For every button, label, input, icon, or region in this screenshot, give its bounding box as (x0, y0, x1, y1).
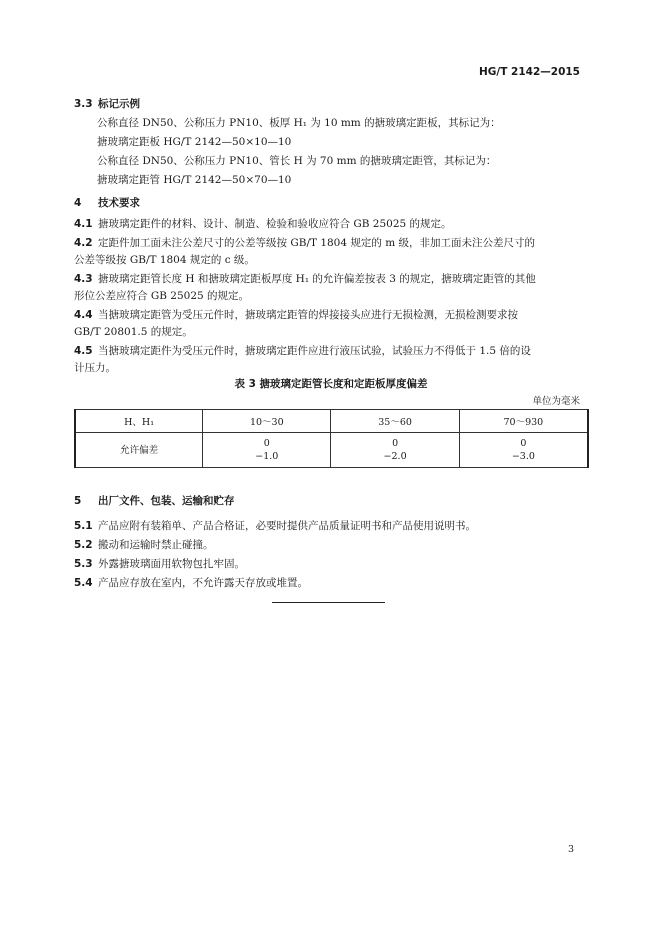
clause-text: 产品应存放在室内，不允许露天存放或堆置。 (98, 577, 308, 589)
table-cell (331, 433, 459, 468)
clause-text: 当搪玻璃定距件为受压元件时，搪玻璃定距件应进行液压试验，试验压力不得低于 1.5 倍的设 (98, 345, 531, 357)
clause-text: 当搪玻璃定距管为受压元件时，搪玻璃定距管的焊接接头应进行无损检测，无损检测要求按 (98, 309, 518, 321)
paragraph: 公称直径 DN50、公称压力 PN10、板厚 H₁ 为 10 mm 的搪玻璃定距板，其标记为： (97, 117, 501, 129)
clause-text-continued: GB/T 20801.5 的规定。 (74, 326, 193, 338)
clause-number: 5.3 (74, 558, 93, 570)
lower-deviation: −1.0 (255, 451, 279, 462)
section-title: 出厂文件、包装、运输和贮存 (98, 495, 235, 507)
clause-text: 产品应附有装箱单、产品合格证，必要时提供产品质量证明书和产品使用说明书。 (98, 520, 476, 532)
clause-4-2 (74, 235, 535, 250)
table-cell (203, 433, 331, 468)
clause-5-3 (74, 556, 245, 571)
section-3-3-heading (74, 96, 140, 111)
section-number: 4 (74, 197, 82, 209)
clause-number: 5.1 (74, 520, 93, 532)
upper-deviation: 0 (520, 438, 527, 449)
table-row (75, 433, 588, 468)
clause-4-1 (74, 216, 452, 231)
standard-code-header: HG/T 2142—2015 (478, 66, 580, 78)
marking-example: 搪玻璃定距板 HG/T 2142—50×10—10 (97, 136, 292, 148)
clause-text: 定距件加工面未注公差尺寸的公差等级按 GB/T 1804 规定的 m 级，非加工面未注公差尺寸的 (98, 237, 536, 249)
clause-4-3 (74, 271, 536, 286)
table-header-cell: H、H₁ (75, 410, 203, 433)
table-caption: 表 3 搪玻璃定距管长度和定距板厚度偏差 (234, 378, 428, 390)
section-5-heading (74, 493, 235, 508)
clause-4-5 (74, 343, 531, 358)
upper-deviation: 0 (263, 438, 270, 449)
clause-number: 4.1 (74, 218, 93, 230)
section-number: 5 (74, 495, 82, 507)
lower-deviation: −3.0 (511, 451, 535, 462)
section-number: 3.3 (74, 98, 93, 110)
clause-number: 4.2 (74, 237, 93, 249)
marking-example: 搪玻璃定距管 HG/T 2142—50×70—10 (97, 174, 292, 186)
clause-number: 4.3 (74, 273, 93, 285)
tolerance-table (74, 409, 589, 468)
lower-deviation: −2.0 (383, 451, 407, 462)
clause-text: 搬动和运输时禁止碰撞。 (98, 539, 214, 551)
clause-text-continued: 公差等级按 GB/T 1804 规定的 c 级。 (74, 254, 255, 266)
section-title: 标记示例 (98, 98, 140, 110)
clause-text: 外露搪玻璃面用软物包扎牢固。 (98, 558, 245, 570)
end-rule (272, 602, 385, 603)
table-header-cell: 35～60 (331, 410, 459, 433)
page-number: 3 (567, 844, 574, 855)
paragraph: 公称直径 DN50、公称压力 PN10、管长 H 为 70 mm 的搪玻璃定距管，其标记为： (97, 155, 497, 167)
clause-number: 4.4 (74, 309, 93, 321)
clause-text-continued: 计压力。 (74, 362, 116, 374)
clause-text: 搪玻璃定距件的材料、设计、制造、检验和验收应符合 GB 25025 的规定。 (98, 218, 452, 230)
table-header-cell: 10～30 (203, 410, 331, 433)
clause-number: 5.2 (74, 539, 93, 551)
table-row-label: 允许偏差 (75, 433, 203, 468)
clause-number: 5.4 (74, 577, 93, 589)
upper-deviation: 0 (392, 438, 399, 449)
table-cell (459, 433, 588, 468)
clause-4-4 (74, 307, 518, 322)
clause-text-continued: 形位公差应符合 GB 25025 的规定。 (74, 290, 250, 302)
clause-5-1 (74, 518, 476, 533)
section-4-heading (74, 195, 140, 210)
section-title: 技术要求 (98, 197, 140, 209)
table-header-row (75, 410, 588, 433)
clause-text: 搪玻璃定距管长度 H 和搪玻璃定距板厚度 H₁ 的允许偏差按表 3 的规定，搪玻璃定距管的其他 (98, 273, 536, 285)
clause-number: 4.5 (74, 345, 93, 357)
table-unit: 单位为毫米 (532, 396, 580, 407)
table-header-cell: 70～930 (459, 410, 588, 433)
clause-5-4 (74, 575, 308, 590)
clause-5-2 (74, 537, 214, 552)
